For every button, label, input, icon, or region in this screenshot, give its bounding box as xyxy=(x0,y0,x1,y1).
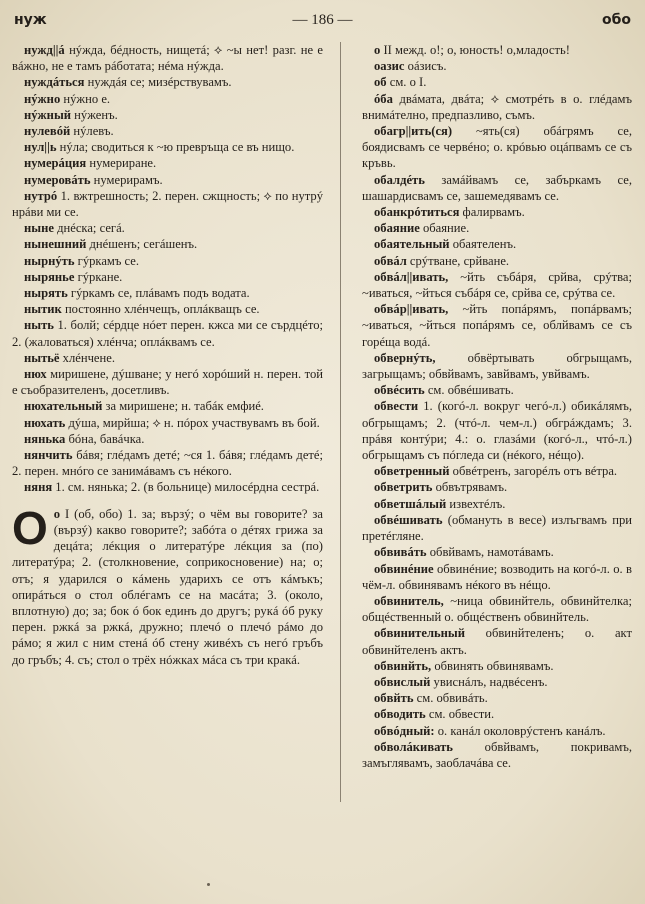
dictionary-entry: обаяние обаяние. xyxy=(374,221,470,236)
dictionary-entry: ныряньe гýркане. xyxy=(24,269,123,284)
headword: нужд||á xyxy=(24,43,65,57)
dictionary-entry: нýжно нýжно е. xyxy=(24,91,111,106)
dictionary-entry: обвернýть, обвёртывать обгрыщамъ, загрыщамъ; обвйвамъ, завйвамъ, увйвамъ. xyxy=(362,350,632,382)
dictionary-entry: обволáкивать обвйвамъ, покривамъ, замъглявамъ, заоблачáва се. xyxy=(362,739,632,770)
dictionary-entry: обвивáть обвйвамъ, намотáвамъ. xyxy=(374,545,554,560)
dictionary-entry: нытьё хлéнчене. xyxy=(24,350,115,365)
headword: обаятельный xyxy=(374,237,450,252)
headword: ныряньe xyxy=(24,269,75,284)
headword: обветшáлый xyxy=(374,496,447,511)
dictionary-entry: обветрить обвътрявамъ. xyxy=(374,480,508,495)
headword: нýжно xyxy=(24,91,61,106)
headword: обвинйть, xyxy=(374,658,432,673)
dictionary-entry: обвйть см. обвивáть. xyxy=(374,691,488,706)
headword: нюхательный xyxy=(24,399,103,414)
section-initial-letter: О xyxy=(12,501,48,554)
dictionary-entry: ныть 1. болй; сéрдце нóет перен. кжса ми се сърдцéто; 2. (жаловаться) хлéнча; оплáквамъ се. xyxy=(12,318,323,349)
dictionary-entry: нынешний днéшенъ; сегáшенъ. xyxy=(24,237,198,252)
dictionary-entry: обвести 1. (когó-л. вокруг чегó-л.) обикáлямъ, обгрыщамъ; 2. (чтó-л. чем-л.) обгрáждамъ; 3. прáвя контýри; 4.: о. глазáми (когó-л., чтó-л.) обгрыщамъ съ пóгледа си (нéкого, нéщо). xyxy=(362,399,632,463)
dictionary-entry: нянька бóна, бавáчка. xyxy=(24,431,145,446)
dictionary-entry: обвислый увиснáлъ, надвéсенъ. xyxy=(374,674,548,689)
print-speck xyxy=(207,883,210,886)
headword: обвéсить xyxy=(374,383,425,398)
header-left-catchword: нуж xyxy=(14,12,47,28)
headword: о xyxy=(53,506,61,521)
page-header xyxy=(14,12,631,34)
dictionary-entry: обанкрóтиться фалирвамъ. xyxy=(374,205,525,220)
dictionary-entry: обалдéть замáйвамъ се, забъркамъ се, шашардисвамъ се, зашемедявамъ се. xyxy=(362,172,632,203)
headword: оазис xyxy=(374,59,405,74)
headword: нýжный xyxy=(24,107,72,122)
headword: обвислый xyxy=(374,674,431,689)
dictionary-entry: о I (об, обо) 1. за; вързý; о чём вы говорите? за (вързý) какво говорите?; забóта о дéтях грижа за децáта; лéкция о литератýре лéкция за (по) литератýра; 2. (столкновение, соприкосновение) на; о; отъ; я ударился о кáмень ударихъ се отъ кáмъкъ; опирáться о стол облéгамъ се на масáта; 3. (около, вплотную) до; за; бок ó бок единъ до другъ; рукá óб руку перен. ржкá за ржкá, дружно; плечó о плечó рáмо до рáмо; я жил с ним стенá óб стену живéхъ съ негó гръбъ до гръбъ; 4. съ; стол о трёх нóжках мáса съ три кракá. xyxy=(12,506,323,667)
headword: обвивáть xyxy=(374,545,427,560)
headword: обвéшивать xyxy=(374,512,443,527)
headword: обветрить xyxy=(374,480,433,495)
headword: нуждáться xyxy=(24,75,85,90)
headword: обаяние xyxy=(374,221,420,236)
dictionary-entry: оазис оáзисъ. xyxy=(374,59,447,74)
headword: няня xyxy=(24,480,53,495)
headword: обвинительный xyxy=(374,626,466,641)
headword: обанкрóтиться xyxy=(374,205,460,220)
dictionary-entry: обвинéние обвинéние; возводить на когó-л. о. в чём-л. обвинявамъ нéкого въ нéщо. xyxy=(362,561,632,592)
headword: обвинитель, xyxy=(374,593,444,608)
headword: нумерáция xyxy=(24,156,87,171)
headword: обагр||ить(ся) xyxy=(374,124,453,139)
headword: нулевóй xyxy=(24,124,71,139)
headword: óба xyxy=(374,91,393,106)
headword: обвинéние xyxy=(374,561,434,576)
dictionary-entry: обвáл||ивать, ~йть събáря, срйва, срýтва; ~иваться, ~йться събáря се, срйва се, срýтва се. xyxy=(362,269,632,301)
dictionary-entry: обвáл срýтване, срйване. xyxy=(374,253,510,268)
dictionary-entry: нюх миришене, дýшване; у негó хорóший н. перен. той е съобразителенъ, досетливъ. xyxy=(12,367,323,398)
dictionary-entry: об см. о I. xyxy=(374,75,427,90)
dictionary-entry: нумерáция нумериране. xyxy=(24,156,157,171)
headword: нынe xyxy=(24,221,54,236)
dictionary-entry: нул||ь нýла; сводиться к ~ю превръща се въ нищо. xyxy=(24,140,295,155)
dictionary-entry: нытик постоянно хлéнчещъ, оплáкващъ се. xyxy=(24,302,260,317)
dictionary-entry: нюхательный за миришене; н. табáк емфиé. xyxy=(24,399,264,414)
column-divider xyxy=(340,42,341,802)
headword: обвáр||ивать, xyxy=(374,302,449,317)
headword: нумеровáть xyxy=(24,172,91,187)
headword: нырять xyxy=(24,286,68,301)
right-column xyxy=(362,42,632,771)
left-column xyxy=(12,42,323,668)
dictionary-entry: обветшáлый извехтéлъ. xyxy=(374,496,506,511)
headword: нырнýть xyxy=(24,253,75,268)
page-number: — 186 — xyxy=(292,12,353,28)
dictionary-entry: обвáр||ивать, ~йть попáрямъ, попáрвамъ; ~иваться, ~йться попáрямъ се, облйвамъ се съ горéща водá. xyxy=(362,302,632,349)
headword: обалдéть xyxy=(374,172,425,187)
headword: нюхать xyxy=(24,415,66,430)
dictionary-entry: обветренный обвéтренъ, загорéлъ отъ вéтра. xyxy=(374,464,618,479)
headword: обветренный xyxy=(374,464,450,479)
dictionary-entry: нырять гýркамъ се, плáвамъ подъ водата. xyxy=(24,286,250,301)
dictionary-entry: нумеровáть нумерирамъ. xyxy=(24,172,163,187)
dictionary-entry: нужд||á нýжда, бéдность, нищетá; ⟡ ~ы нет! разг. не е вáжно, не е тамъ рáботата; нéма нýжда. xyxy=(12,43,323,74)
headword: нытьё xyxy=(24,350,60,365)
headword: обвернýть, xyxy=(374,350,436,365)
dictionary-entry: нуждáться нуждáя се; мизéрствувамъ. xyxy=(24,75,232,90)
dictionary-entry: нырнýть гýркамъ се. xyxy=(24,253,140,268)
dictionary-entry: о II межд. о!; о, юность! о,младость! xyxy=(374,43,570,57)
dictionary-entry: óба двáмата, двáта; ⟡ смотрéть в о. глéдамъ внимáтелно, предпазливо, съмъ. xyxy=(362,91,632,122)
dictionary-entry: обвóдный: о. канáл околоврýстенъ канáлъ. xyxy=(374,723,606,738)
headword: обвести xyxy=(374,399,419,414)
dictionary-entry: нутрó 1. вжтрешность; 2. перен. сжщность; ⟡ по нутрý нрáви ми се. xyxy=(12,188,323,220)
dictionary-entry: нынe днéска; сегá. xyxy=(24,221,125,236)
headword: нюх xyxy=(24,367,47,382)
dictionary-entry: няня 1. см. нянька; 2. (в больнице) милосéрдна сестрá. xyxy=(24,480,320,495)
headword: нытик xyxy=(24,302,62,317)
dictionary-entry: нянчить бáвя; глéдамъ детé; ~ся 1. бáвя; глéдамъ детé; 2. перен. мнóго се занимáвамъ съ нéкого. xyxy=(12,448,323,479)
dictionary-entry: обвéшивать (обмануть в весе) излъгвамъ при претéгляне. xyxy=(362,512,632,544)
headword: ныть xyxy=(24,318,54,333)
headword: нул||ь xyxy=(24,140,57,155)
headword: обволáкивать xyxy=(374,739,453,754)
headword: обвйть xyxy=(374,691,414,706)
dictionary-entry: обвинитель, ~ница обвинйтель, обвинйтелка; общéственный о. общéственъ обвинйтель. xyxy=(362,593,632,625)
dictionary-entry: обагр||ить(ся) ~ять(ся) обáгрямъ се, боядисвамъ се червéно; о. крóвью оцáпвамъ се съ кръвь. xyxy=(362,124,632,171)
dictionary-entry: нюхать дýша, мирйша; ⟡ н. пóрох участвувамъ въ бой. xyxy=(24,415,320,430)
header-right-catchword: обо xyxy=(601,12,631,28)
headword: обвóдный: xyxy=(374,723,435,738)
headword: обвáл xyxy=(374,253,407,268)
headword: нянька xyxy=(24,431,66,446)
headword: нянчить xyxy=(24,448,73,463)
headword: нутрó xyxy=(24,188,58,203)
headword: нынешний xyxy=(24,237,87,252)
headword: об xyxy=(374,75,387,90)
dictionary-entry: нýжный нýженъ. xyxy=(24,107,118,122)
headword: обвáл||ивать, xyxy=(374,269,449,284)
dictionary-entry: обвинйть, обвинять обвинявамъ. xyxy=(374,658,554,673)
dictionary-entry: обаятельный обаятеленъ. xyxy=(374,237,517,252)
dictionary-entry: обводить см. обвести. xyxy=(374,707,495,722)
headword: о xyxy=(374,43,381,57)
section-gap xyxy=(12,496,323,506)
headword: обводить xyxy=(374,707,426,722)
dictionary-entry: нулевóй нýлевъ. xyxy=(24,124,114,139)
dictionary-entry: обвинительный обвинйтеленъ; о. акт обвинйтеленъ актъ. xyxy=(362,626,632,657)
dictionary-entry: обвéсить см. обвéшивать. xyxy=(374,383,514,398)
